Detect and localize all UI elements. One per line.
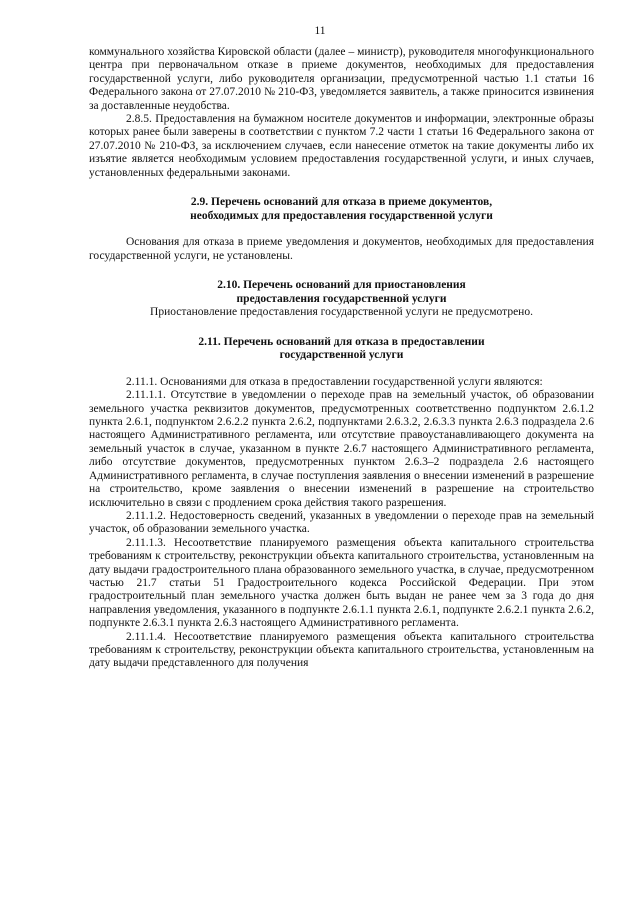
section-heading-line: предоставления государственной услуги bbox=[236, 292, 447, 305]
paragraph-2-11-1-4: 2.11.1.4. Несоответствие планируемого размещения объекта капитального строительства требованиям к строительству, реконструкции объекта капитального строительства, установленным на дату выдачи представленного для получения bbox=[89, 630, 594, 670]
paragraph-2-8-5: 2.8.5. Предоставления на бумажном носителе документов и информации, электронные образы которых ранее были заверены в соответствии с пунктом 7.2 части 1 статьи 16 Федерального закона от 27.07.2010 № 210-ФЗ, за исключением случаев, если нанесение отметок на такие документы либо их изъятие является необходимым условием предоставления государственной услуги, и иных случаев, установленных федеральными законами. bbox=[89, 113, 594, 179]
paragraph-2-11-1-1: 2.11.1.1. Отсутствие в уведомлении о переходе прав на земельный участок, об образовании земельного участка реквизитов документов, предусмотренных соответственно подпунктом 2.6.1.2 пункта 2.6.1, подпунктом 2.6.2.2 пункта 2.6.2, подпунктами 2.6.3.2, 2.6.3.3 пункта 2.6.3 подраздела 2.6 настоящего Административного регламента, или отсутствие правоустанавливающего документа на земельный участок в случае, указанном в пункте 2.6.7 настоящего Административного регламента, либо отсутствие документов, предусмотренных пунктом 2.6.3–2 подраздела 2.6 настоящего Административного регламента, в случае поступления заявления о внесении изменений в разрешение на строительство, кроме заявления о внесении изменений в разрешение на строительство исключительно в связи с продлением срока действия такого разрешения. bbox=[89, 389, 594, 509]
paragraph-2-10-body: Приостановление предоставления государственной услуги не предусмотрено. bbox=[150, 306, 533, 319]
section-heading-2-10 bbox=[89, 279, 594, 306]
section-heading-line: 2.11. Перечень оснований для отказа в предоставлении bbox=[198, 335, 485, 348]
paragraph-2-11-1-3: 2.11.1.3. Несоответствие планируемого размещения объекта капитального строительства требованиям к строительству, реконструкции объекта капитального строительства, установленным на дату выдачи градостроительного плана образованного земельного участка, в случае, предусмотренном частью 21.7 статьи 51 Градостроительного кодекса Российской Федерации. При этом градостроительный план земельного участка должен быть выдан не ранее чем за 3 года до дня направления уведомления, указанного в подпункте 2.6.1.1 пункта 2.6.1, подпункте 2.6.2.1 пункта 2.6.2, подпункте 2.6.3.1 пункта 2.6.3 настоящего Административного регламента. bbox=[89, 536, 594, 630]
paragraph-2-11-1: 2.11.1. Основаниями для отказа в предоставлении государственной услуги являются: bbox=[126, 375, 543, 388]
section-heading-line: необходимых для предоставления государственной услуги bbox=[190, 209, 493, 222]
paragraph-2-11-1-2: 2.11.1.2. Недостоверность сведений, указанных в уведомлении о переходе прав на земельный участок, об образовании земельного участка. bbox=[89, 509, 594, 536]
section-heading-line: 2.9. Перечень оснований для отказа в приеме документов, bbox=[190, 196, 493, 209]
paragraph-2-9-body: Основания для отказа в приеме уведомления и документов, необходимых для предоставления государственной услуги, не установлены. bbox=[89, 236, 594, 262]
section-heading-2-9 bbox=[89, 196, 594, 223]
document-body bbox=[89, 46, 594, 671]
section-heading-line: государственной услуги bbox=[279, 349, 404, 362]
section-heading-line: 2.10. Перечень оснований для приостановления bbox=[217, 279, 466, 292]
paragraph-continuation: коммунального хозяйства Кировской области (далее – министр), руководителя многофункционального центра при первоначальном отказе в приеме документов, необходимых для предоставления государственной услуги, либо руководителя организации, предусмотренной частью 1.1 статьи 16 Федерального закона от 27.07.2010 № 210-ФЗ, уведомляется заявитель, а также приносится извинения за доставленные неудобства. bbox=[89, 46, 594, 112]
section-heading-2-11 bbox=[89, 336, 594, 363]
page-number: 11 bbox=[314, 25, 326, 37]
